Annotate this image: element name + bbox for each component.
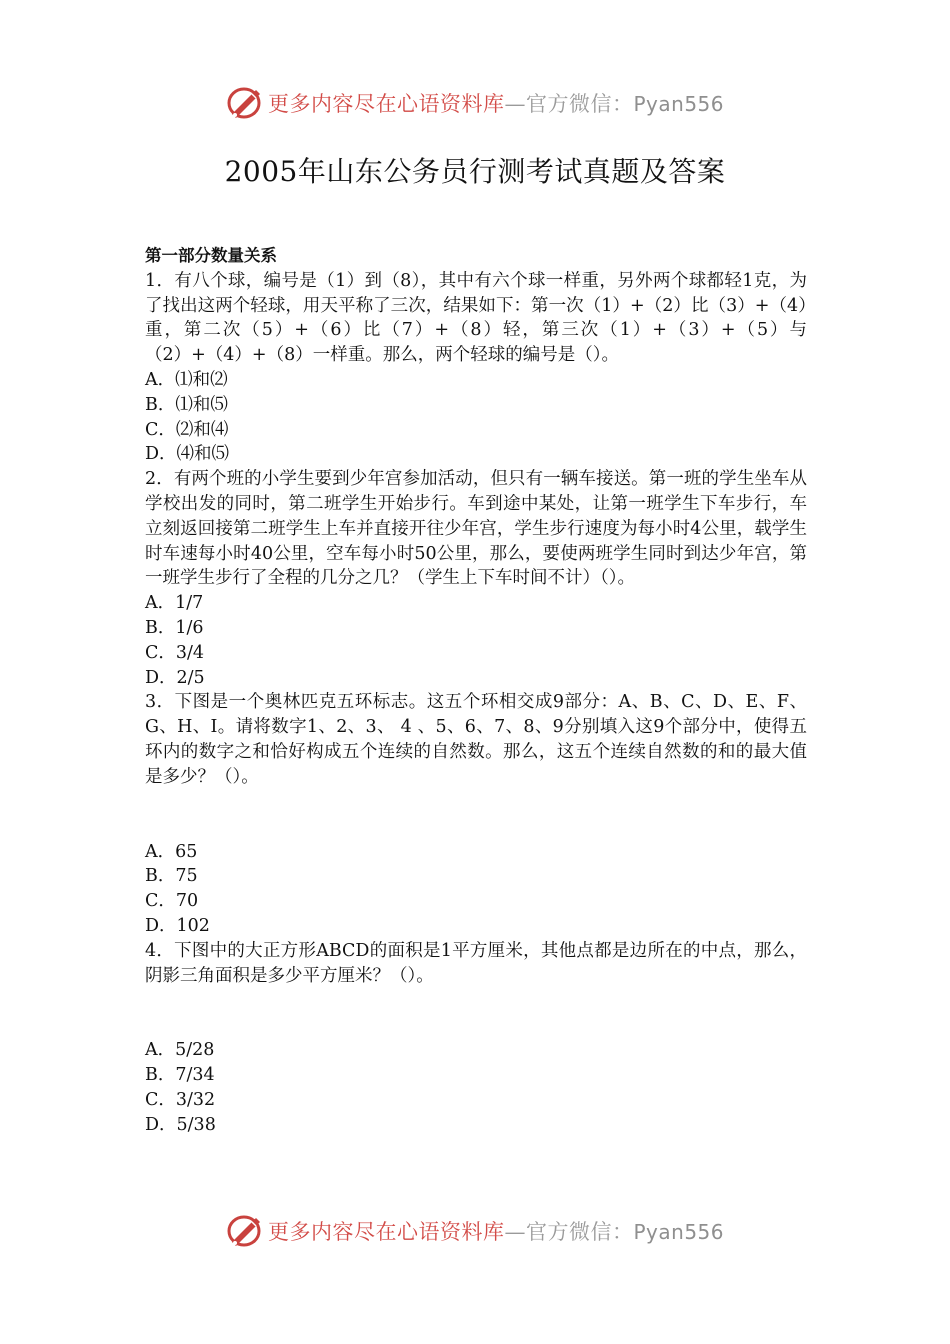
figure-placeholder [145,790,807,840]
question-1-text: 1．有八个球，编号是（1）到（8），其中有六个球一样重，另外两个球都轻1克，为了找出这两个轻球，用天平称了三次，结果如下：第一次（1）+（2）比（3）+（4）重，第二次（5）+（6）比（7）+（8）轻，第三次（1）+（3）+（5）与（2）+（4）+（8）一样重。那么，两个轻球的编号是（）。 [145,270,807,366]
banner-text [268,1216,724,1246]
question-2-text: 2．有两个班的小学生要到少年宫参加活动，但只有一辆车接送。第一班的学生坐车从学校出发的同时，第二班学生开始步行。车到途中某处，让第一班学生下车步行，车立刻返回接第二班学生上车并直接开往少年宫，学生步行速度为每小时4公里，载学生时车速每小时40公里，空车每小时50公里，那么，要使两班学生同时到达少年宫，第一班学生步行了全程的几分之几？（学生上下车时间不计）（）。 [145,469,807,589]
question-4-option-c: C．3/32 [145,1089,216,1110]
question-2-option-d: D．2/5 [145,667,205,688]
question-4-option-b: B．7/34 [145,1065,215,1086]
question-4-option-d: D．5/38 [145,1114,216,1135]
question-4-text: 4．下图中的大正方形ABCD的面积是1平方厘米，其他点都是边所在的中点，那么，阴影三角面积是多少平方厘米？（）。 [145,940,807,986]
banner-label: 官方微信： [526,1220,634,1244]
question-2-option-a: A．1/7 [145,593,204,614]
question-2-option-b: B．1/6 [145,617,204,638]
question-3-text: 3．下图是一个奥林匹克五环标志。这五个环相交成9部分：A、B、C、D、E、F、G、H、I。请将数字1、2、3、 4 、5、6、7、8、9分别填入这9个部分中，使得五环内的数字之和恰好构成五个连续的自然数。那么，这五个连续自然数的和的最大值是多少？（）。 [145,692,807,787]
banner-slogan: 更多内容尽在心语资料库 [268,92,505,116]
header-banner [0,82,950,122]
banner-text [268,88,724,118]
banner-label: 官方微信： [526,92,634,116]
pen-logo-icon [226,84,264,120]
question-1-option-d: D．⑷和⑸ [145,444,230,465]
question-2-option-c: C．3/4 [145,642,205,663]
question-1-option-a: A．⑴和⑵ [145,369,228,390]
document-body [145,244,807,1138]
banner-wechat-id: Pyan556 [633,1220,725,1244]
banner-wechat-id: Pyan556 [633,92,725,116]
question-3-option-a: A．65 [145,841,198,862]
banner-separator: — [504,1220,526,1244]
banner-slogan: 更多内容尽在心语资料库 [268,1220,505,1244]
pen-logo-icon [226,1212,264,1248]
page-title: 2005年山东公务员行测考试真题及答案 [224,155,726,188]
question-3-option-d: D．102 [145,915,210,936]
question-3-option-b: B．75 [145,866,198,887]
footer-banner [0,1210,950,1250]
question-1-option-b: B．⑴和⑸ [145,394,228,415]
question-4-option-a: A．5/28 [145,1040,215,1061]
question-1-option-c: C．⑵和⑷ [145,419,229,440]
question-3-option-c: C．70 [145,891,199,912]
banner-separator: — [504,92,526,116]
figure-placeholder [145,988,807,1038]
section-heading: 第一部分数量关系 [145,246,277,265]
